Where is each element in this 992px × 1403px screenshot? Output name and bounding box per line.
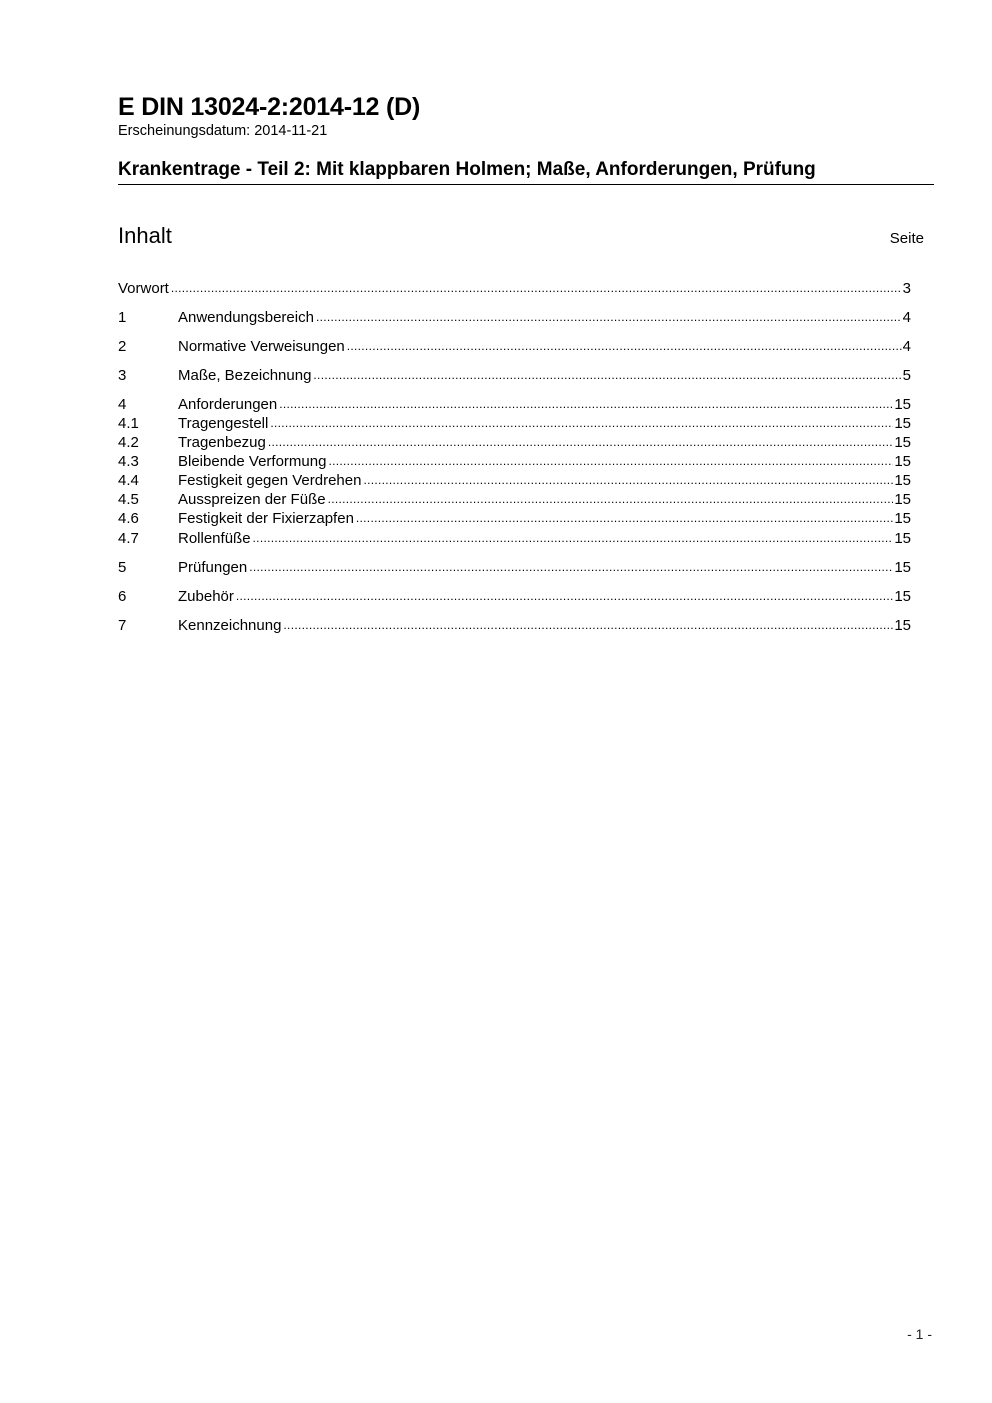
document-title: Krankentrage - Teil 2: Mit klappbaren Holmen; Maße, Anforderungen, Prüfung [118,158,934,185]
toc-entry-title: Kennzeichnung [178,617,282,634]
toc-entry-normative-verweisungen[interactable] [118,337,911,356]
toc-entry-bleibende-verformung[interactable] [118,452,911,471]
publication-date: Erscheinungsdatum: 2014-11-21 [118,123,328,139]
toc-entry-title: Anforderungen [178,396,278,413]
toc-entry-number: 2 [118,338,127,355]
toc-entry-title: Ausspreizen der Füße [178,491,326,508]
toc-entry-title: Tragengestell [178,415,269,432]
toc-entry-title: Prüfungen [178,559,248,576]
toc-dot-leader [313,368,901,383]
toc-entry-title: Festigkeit gegen Verdrehen [178,472,362,489]
toc-dot-leader [328,454,893,469]
toc-dot-leader [249,560,893,575]
toc-entry-title: Bleibende Verformung [178,453,327,470]
toc-entry-number: 6 [118,588,127,605]
toc-entry-title: Zubehör [178,588,234,605]
toc-entry-number: 1 [118,309,127,326]
toc-entry-page: 4 [902,309,911,326]
toc-entry-anforderungen[interactable] [118,395,911,414]
toc-entry-number: 3 [118,367,127,384]
toc-entry-tragengestell[interactable] [118,414,911,433]
toc-dot-leader [236,589,893,604]
toc-entry-page: 15 [894,617,911,634]
toc-entry-number: 4.3 [118,453,139,470]
toc-dot-leader [363,473,893,488]
toc-dot-leader [347,339,902,354]
toc-entry-page: 15 [894,453,911,470]
toc-entry-rollenfuesse[interactable] [118,529,911,548]
toc-entry-number: 4.4 [118,472,139,489]
toc-page-column-label: Seite [889,230,924,247]
toc-dot-leader [268,435,893,450]
toc-entry-title: Festigkeit der Fixierzapfen [178,510,354,527]
toc-entry-festigkeit-gegen-verdrehen[interactable] [118,471,911,490]
toc-entry-page: 15 [894,559,911,576]
toc-entry-number: 5 [118,559,127,576]
toc-entry-pruefungen[interactable] [118,558,911,577]
toc-dot-leader [253,531,894,546]
toc-entry-page: 15 [894,491,911,508]
toc-entry-number: 4.5 [118,491,139,508]
toc-dot-leader [328,492,894,507]
toc-entry-title: Normative Verweisungen [178,338,345,355]
toc-entry-kennzeichnung[interactable] [118,616,911,635]
toc-entry-page: 4 [902,338,911,355]
toc-entry-tragenbezug[interactable] [118,433,911,452]
toc-entry-number: 4.7 [118,530,139,547]
toc-dot-leader [171,281,902,296]
toc-dot-leader [283,618,893,633]
toc-entry-masse-bezeichnung[interactable] [118,366,911,385]
toc-entry-number: 4.6 [118,510,139,527]
toc-entry-number: 4.2 [118,434,139,451]
toc-dot-leader [316,310,902,325]
toc-entry-number: 7 [118,617,127,634]
toc-entry-title: Maße, Bezeichnung [178,367,312,384]
toc-dot-leader [279,397,893,412]
toc-dot-leader [356,511,893,526]
toc-entry-page: 15 [894,472,911,489]
toc-dot-leader [270,416,893,431]
toc-entry-title: Rollenfüße [178,530,251,547]
toc-entry-page: 15 [894,396,911,413]
toc-entry-page: 3 [902,280,911,297]
toc-entry-title: Tragenbezug [178,434,266,451]
toc-entry-title: Anwendungsbereich [178,309,314,326]
page-number: - 1 - [907,1326,932,1342]
toc-entry-zubehoer[interactable] [118,587,911,606]
toc-entry-anwendungsbereich[interactable] [118,308,911,327]
toc-entry-number: 4.1 [118,415,139,432]
toc-heading: Inhalt [118,223,172,248]
toc-entry-page: 15 [894,530,911,547]
document-id: E DIN 13024-2:2014-12 (D) [118,93,421,121]
toc-entry-page: 5 [902,367,911,384]
toc-entry-page: 15 [894,434,911,451]
toc-entry-ausspreizen-der-fuesse[interactable] [118,490,911,509]
toc-entry-page: 15 [894,415,911,432]
toc-entry-number: 4 [118,396,127,413]
toc-entry-festigkeit-der-fixierzapfen[interactable] [118,509,911,528]
toc-entry-page: 15 [894,588,911,605]
toc-entry-page: 15 [894,510,911,527]
toc-entry-title: Vorwort [118,280,169,297]
toc-entry-vorwort[interactable] [118,279,911,298]
